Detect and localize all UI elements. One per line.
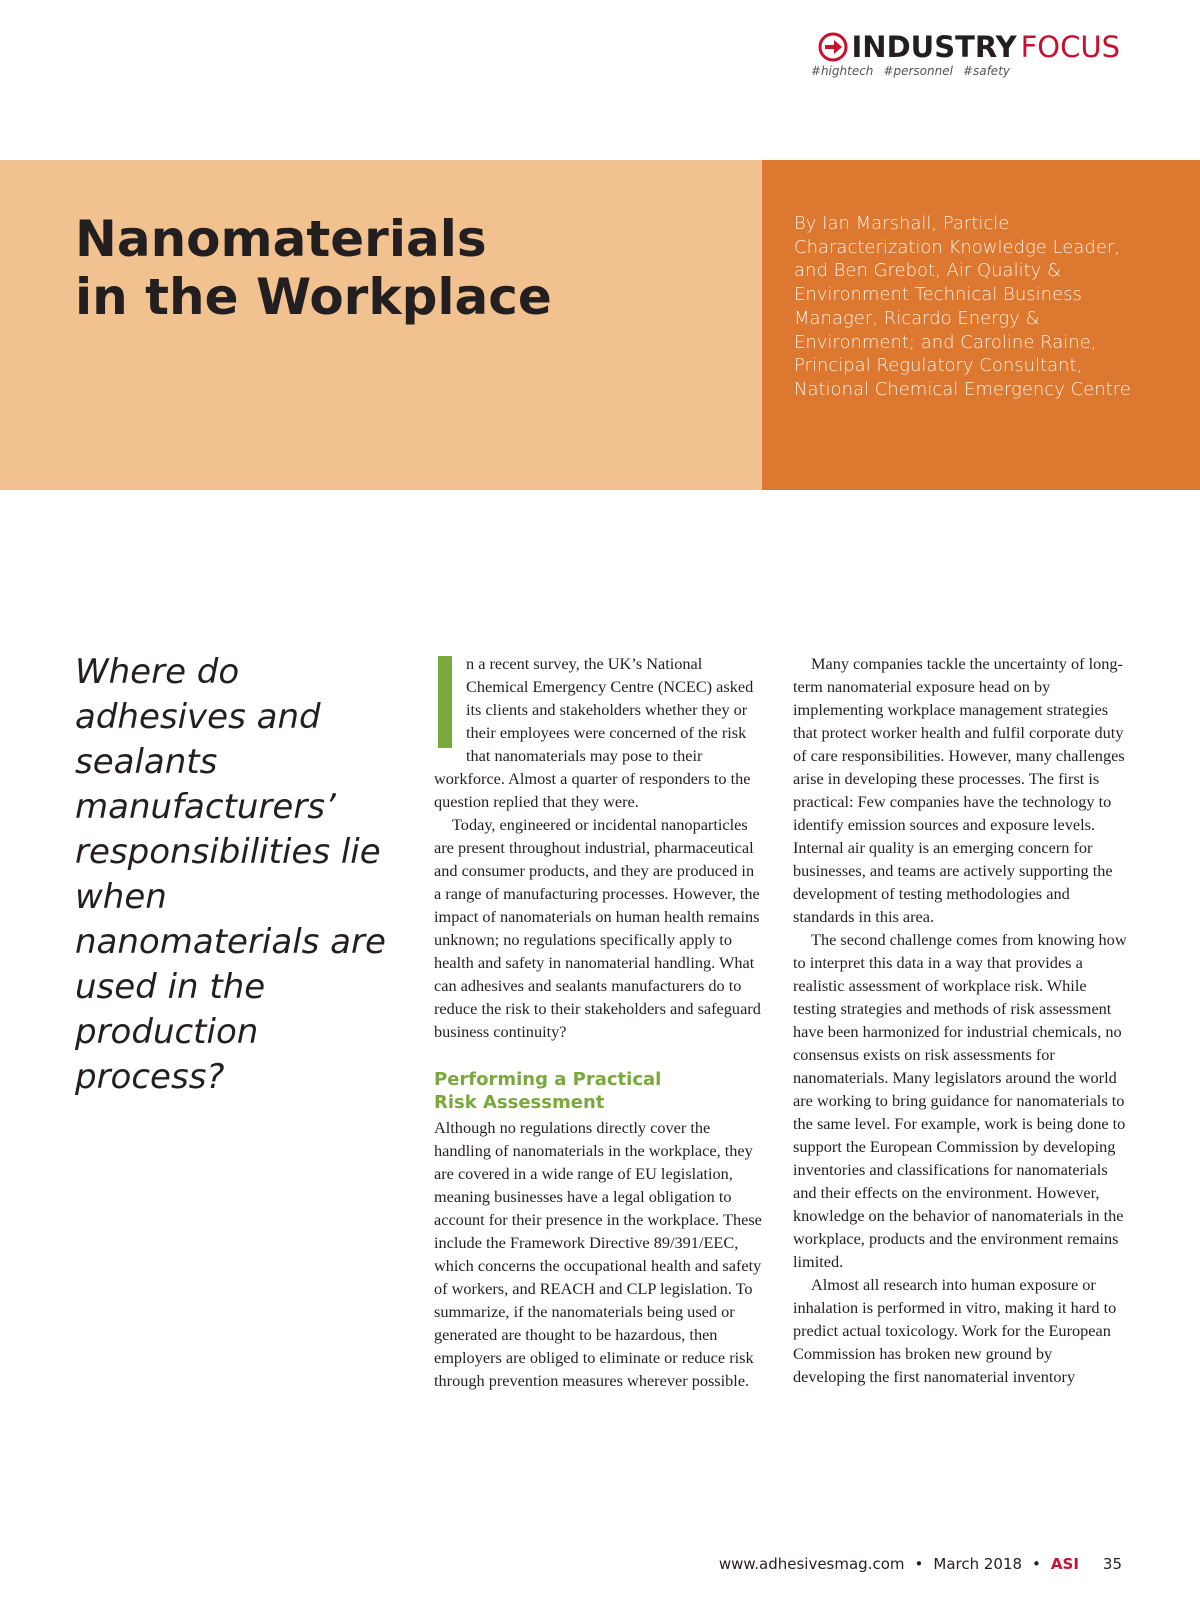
paragraph-intro-text: n a recent survey, the UK’s National Chemical Emergency Centre (NCEC) asked its clients and stakeholders whether they or their employees were concerned of the risk that nanomaterials may pose to their workforce. Almost a quarter of responders to the question replied that they were. [434,654,754,811]
section-subhead [434,1068,764,1114]
paragraph: Almost all research into human exposure or inhalation is performed in vitro, making it hard to predict actual toxicology. Work for the European Commission has broken new ground by developing the first nanomaterial inventory [793,1275,1117,1386]
subhead-line-2: Risk Assessment [434,1092,605,1113]
tag-personnel: #personnel [883,64,953,78]
footer-separator: • [1032,1555,1041,1573]
paragraph-intro [434,652,764,813]
footer-separator: • [914,1555,924,1573]
masthead-industry: INDUSTRY [851,30,1017,64]
footer-website: www.adhesivesmag.com [718,1555,905,1573]
paragraph: Although no regulations directly cover the handling of nanomaterials in the workplace, they are covered in a wide range of EU legislation, meaning businesses have a legal obligation to account for their presence in the workplace. These include the Framework Directive 89/391/EEC, which concerns the occupational health and safety of workers, and REACH and CLP legislation. To summarize, if the nanomaterials being used or generated are thought to be hazardous, then employers are obliged to eliminate or reduce risk through prevention measures wherever possible. [434,1118,762,1390]
title-line-2: in the Workplace [75,268,552,326]
arrow-right-circle-icon [818,32,848,62]
byline: By Ian Marshall, Particle Characterization Knowledge Leader, and Ben Grebot, Air Quality & Environment Technical Business Manager, Ricardo Energy & Environment; and Caroline Raine, Principal Regulatory Consultant, National Chemical Emergency Centre [794,213,1131,400]
footer-date: March 2018 [933,1555,1023,1573]
masthead-tags [790,64,1120,78]
paragraph: Today, engineered or incidental nanoparticles are present throughout industrial, pharmaceutical and consumer products, and they are produced in a range of manufacturing processes. However, the impact of nanomaterials on human health remains unknown; no regulations specifically apply to health and safety in nanomaterial handling. What can adhesives and sealants manufacturers do to reduce the risk to their stakeholders and safeguard business continuity? [434,815,761,1041]
footer-publication: ASI [1050,1555,1079,1573]
article-column-1 [434,652,764,1392]
banner-byline-panel [762,160,1200,490]
masthead [790,30,1120,78]
article-column-2 [793,652,1128,1388]
title-line-1: Nanomaterials [75,210,487,268]
masthead-focus: FOCUS [1020,30,1120,64]
title-banner [0,160,1200,490]
page-number: 35 [1102,1555,1122,1573]
drop-cap-bar [438,656,452,748]
pull-quote: Where do adhesives and sealants manufacturers’ responsibilities lie when nanomaterials are used in the production process? [75,652,386,1097]
article-title [75,210,552,326]
banner-title-panel [0,160,762,490]
paragraph: The second challenge comes from knowing how to interpret this data in a way that provides a realistic assessment of workplace risk. While testing strategies and methods of risk assessment have been harmonized for industrial chemicals, no consensus exists on risk assessments for nanomaterials. Many legislators around the world are working to bring guidance for nanomaterials to the same level. For example, work is being done to support the European Commission by developing inventories and classifications for nanomaterials and their effects on the environment. However, knowledge on the behavior of nanomaterials in the workplace, products and the environment remains limited. [793,930,1127,1271]
page-footer [719,1555,1122,1573]
paragraph: Many companies tackle the uncertainty of long-term nanomaterial exposure head on by implementing workplace management strategies that protect worker health and fulfil corporate duty of care responsibilities. However, many challenges arise in developing these processes. The first is practical: Few companies have the technology to identify emission sources and exposure levels. Internal air quality is an emerging concern for businesses, and teams are actively supporting the development of testing methodologies and standards in this area. [793,654,1125,926]
subhead-line-1: Performing a Practical [434,1069,662,1090]
masthead-title [790,30,1120,64]
tag-hightech: #hightech [810,64,874,78]
tag-safety: #safety [962,64,1010,78]
